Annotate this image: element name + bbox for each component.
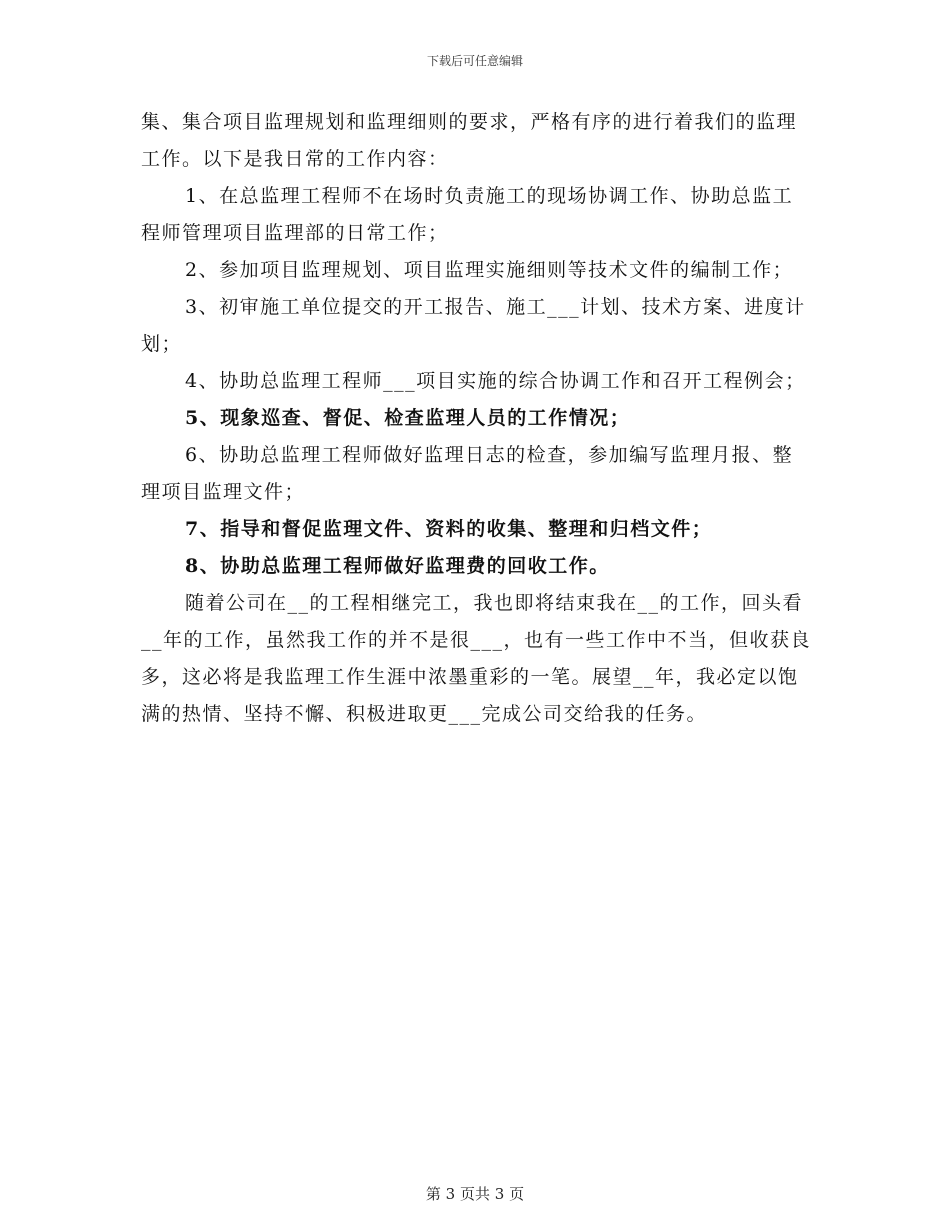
paragraph-item-4: 4、协助总监理工程师___项目实施的综合协调工作和召开工程例会； [185,370,806,392]
paragraph-item-8: 8、协助总监理工程师做好监理费的回收工作。 [185,555,610,577]
paragraph-item-1: 1、在总监理工程师不在场时负责施工的现场协调工作、协助总监工程师管理项目监理部的日常工作； [141,185,794,244]
paragraph-item-6: 6、协助总监理工程师做好监理日志的检查，参加编写监理月报、整理项目监理文件； [141,444,794,503]
paragraph-intro: 集、集合项目监理规划和监理细则的要求，严格有序的进行着我们的监理工作。以下是我日常的工作内容： [141,111,798,170]
paragraph-item-7: 7、指导和督促监理文件、资料的收集、整理和归档文件； [185,518,713,540]
document-body [141,104,811,733]
page-number-footer: 第 3 页共 3 页 [425,1185,525,1203]
paragraph-item-5: 5、现象巡查、督促、检查监理人员的工作情况； [185,407,631,429]
paragraph-item-3: 3、初审施工单位提交的开工报告、施工___计划、技术方案、进度计划； [141,296,806,355]
page-header: 下载后可任意编辑 [426,54,523,68]
paragraph-item-2: 2、参加项目监理规划、项目监理实施细则等技术文件的编制工作； [185,259,794,281]
paragraph-conclusion: 随着公司在__的工程相继完工，我也即将结束我在__的工作，回头看__年的工作，虽然我工作的并不是很___，也有一些工作中不当，但收获良多，这必将是我监理工作生涯中浓墨重彩的一笔。展望__年，我必定以饱满的热情、坚持不懈、积极进取更___完成公司交给我的任务。 [141,592,812,725]
